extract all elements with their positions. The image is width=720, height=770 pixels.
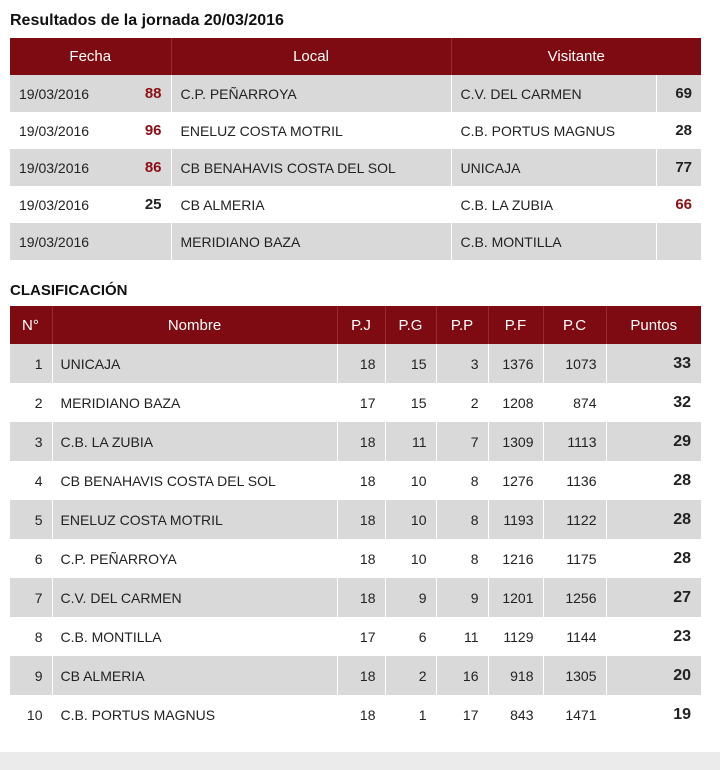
result-date: 19/03/2016 [10,149,135,186]
points: 28 [606,500,701,539]
standings-row [10,695,701,734]
points-against: 1122 [543,500,606,539]
played: 17 [337,617,385,656]
col-header-pj: P.J [337,306,385,344]
local-team: CB BENAHAVIS COSTA DEL SOL [171,149,451,186]
points-against: 1256 [543,578,606,617]
won: 11 [385,422,436,461]
col-header-pf: P.F [488,306,543,344]
team-name: CB ALMERIA [52,656,337,695]
col-header-pos: N° [10,306,52,344]
result-row [10,112,701,149]
local-score: 96 [144,122,162,139]
won: 10 [385,461,436,500]
lost: 8 [436,500,488,539]
points-against: 1073 [543,344,606,383]
local-team: ENELUZ COSTA MOTRIL [171,112,451,149]
points-for: 1129 [488,617,543,656]
points-against: 874 [543,383,606,422]
lost: 3 [436,344,488,383]
points: 28 [606,539,701,578]
position: 6 [34,550,43,567]
results-title: Resultados de la jornada 20/03/2016 [10,12,284,29]
position: 9 [10,656,52,695]
result-date: 19/03/2016 [19,122,90,139]
points: 27 [606,578,701,617]
points-against: 1175 [543,539,606,578]
points-for: 918 [488,656,543,695]
local-score: 88 [135,75,171,112]
local-team: C.P. PEÑARROYA [171,75,451,112]
result-row [10,75,701,112]
visitor-team: C.B. PORTUS MAGNUS [451,112,656,149]
results-table [10,38,701,260]
standings-row [10,656,701,695]
standings-header-row [10,306,701,344]
points-for: 1276 [488,461,543,500]
points: 19 [606,695,701,734]
standings-table [10,306,701,734]
points-against: 1305 [543,656,606,695]
won: 6 [385,617,436,656]
visitor-score [656,223,701,260]
lost: 17 [436,695,488,734]
result-row [10,186,701,223]
team-name: UNICAJA [52,344,337,383]
played: 18 [337,578,385,617]
points-against: 1144 [543,617,606,656]
result-date: 19/03/2016 [10,223,135,260]
lost: 9 [436,578,488,617]
result-date: 19/03/2016 [10,75,135,112]
col-header-fecha: Fecha [10,38,171,75]
played: 17 [337,383,385,422]
team-name: C.V. DEL CARMEN [52,578,337,617]
points: 28 [606,461,701,500]
standings-row [10,539,701,578]
footer-bar [0,752,720,770]
result-row [10,149,701,186]
points-against: 1113 [543,422,606,461]
col-header-visitante: Visitante [451,38,701,75]
won: 1 [385,695,436,734]
result-row [10,223,701,260]
position: 4 [34,472,43,489]
standings-row [10,344,701,383]
position: 2 [34,394,43,411]
played: 18 [337,695,385,734]
visitor-team: C.B. MONTILLA [451,223,656,260]
points-against: 1471 [543,695,606,734]
points: 32 [606,383,701,422]
played: 18 [337,344,385,383]
visitor-score: 66 [656,186,701,223]
result-date: 19/03/2016 [19,196,90,213]
won: 9 [385,578,436,617]
points: 33 [606,344,701,383]
won: 15 [385,383,436,422]
local-score: 25 [144,196,162,213]
local-team: CB ALMERIA [171,186,451,223]
col-header-local: Local [171,38,451,75]
played: 18 [337,422,385,461]
points-for: 1208 [488,383,543,422]
team-name: C.B. PORTUS MAGNUS [52,695,337,734]
standings-title: CLASIFICACIÓN [10,282,128,299]
won: 2 [385,656,436,695]
standings-row [10,422,701,461]
points: 23 [606,617,701,656]
results-header-row [10,38,701,75]
local-team: MERIDIANO BAZA [171,223,451,260]
standings-row [10,383,701,422]
standings-row [10,461,701,500]
points: 20 [606,656,701,695]
lost: 11 [436,617,488,656]
lost: 2 [436,383,488,422]
lost: 7 [436,422,488,461]
played: 18 [337,461,385,500]
visitor-score: 69 [656,75,701,112]
points-for: 1193 [488,500,543,539]
position: 7 [10,578,52,617]
points-for: 1309 [488,422,543,461]
played: 18 [337,539,385,578]
visitor-team: C.V. DEL CARMEN [451,75,656,112]
col-header-pts: Puntos [606,306,701,344]
lost: 16 [436,656,488,695]
points: 29 [606,422,701,461]
team-name: C.P. PEÑARROYA [52,539,337,578]
col-header-pg: P.G [385,306,436,344]
points-for: 843 [488,695,543,734]
visitor-team: C.B. LA ZUBIA [451,186,656,223]
won: 15 [385,344,436,383]
position: 10 [26,706,43,723]
team-name: C.B. LA ZUBIA [52,422,337,461]
won: 10 [385,539,436,578]
lost: 8 [436,461,488,500]
won: 10 [385,500,436,539]
played: 18 [337,500,385,539]
standings-row [10,617,701,656]
col-header-pp: P.P [436,306,488,344]
points-for: 1216 [488,539,543,578]
visitor-score: 28 [656,112,701,149]
col-header-name: Nombre [52,306,337,344]
team-name: ENELUZ COSTA MOTRIL [52,500,337,539]
position: 8 [34,628,43,645]
local-score: 86 [135,149,171,186]
position: 3 [10,422,52,461]
visitor-team: UNICAJA [451,149,656,186]
points-for: 1201 [488,578,543,617]
local-score [135,223,171,260]
points-for: 1376 [488,344,543,383]
team-name: CB BENAHAVIS COSTA DEL SOL [52,461,337,500]
position: 5 [10,500,52,539]
visitor-score: 77 [656,149,701,186]
team-name: C.B. MONTILLA [52,617,337,656]
col-header-pc: P.C [543,306,606,344]
position: 1 [10,344,52,383]
lost: 8 [436,539,488,578]
points-against: 1136 [543,461,606,500]
team-name: MERIDIANO BAZA [52,383,337,422]
standings-row [10,578,701,617]
standings-row [10,500,701,539]
played: 18 [337,656,385,695]
